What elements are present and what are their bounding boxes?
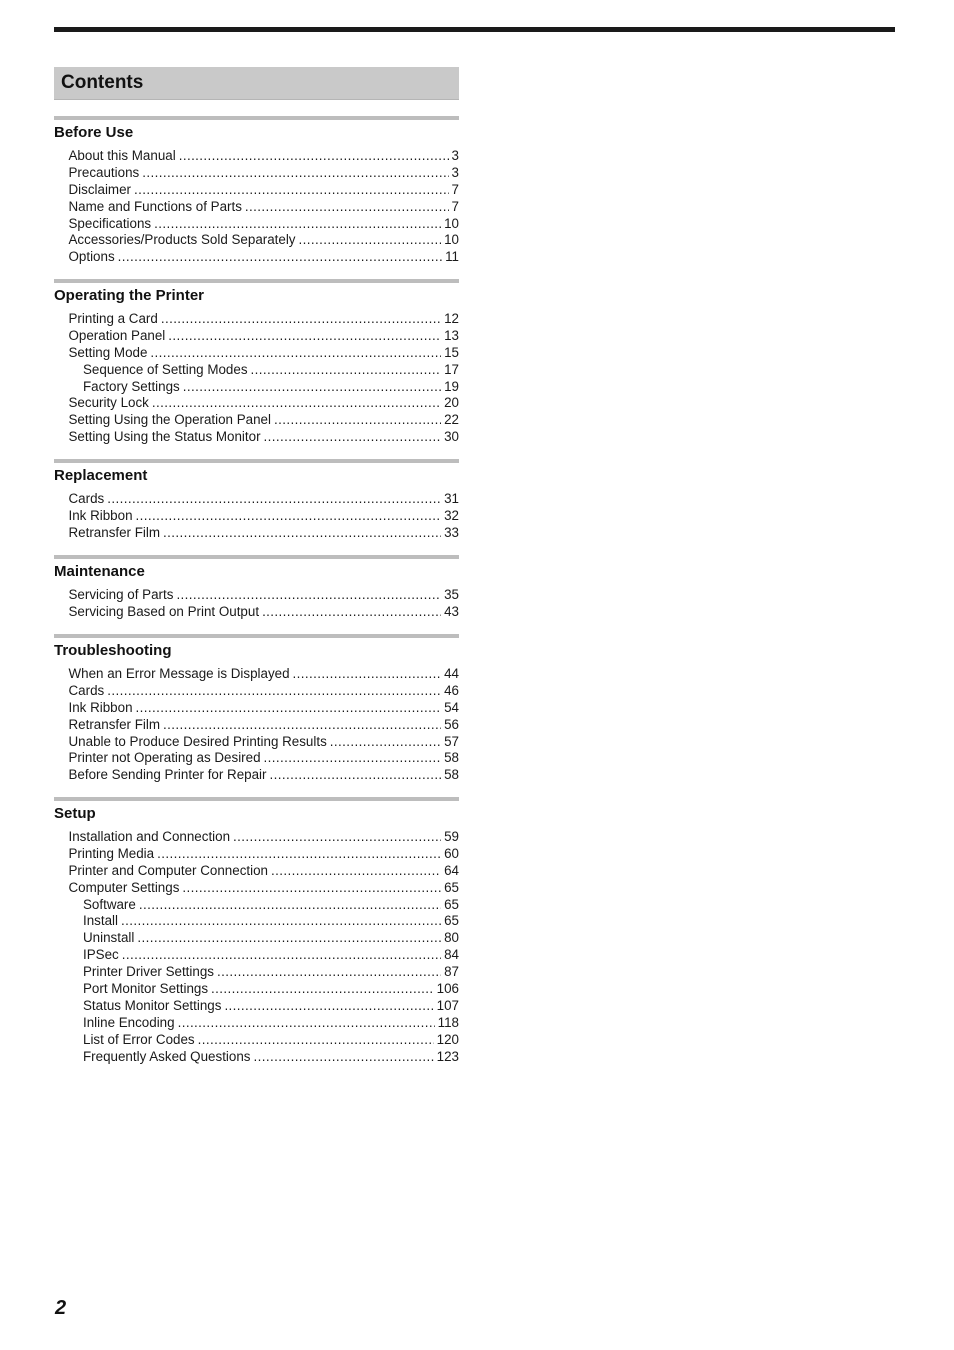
toc-entry[interactable]: [54, 249, 459, 266]
toc-entry-label: Cards: [68, 682, 105, 698]
toc-entry[interactable]: [54, 734, 459, 751]
toc-entry[interactable]: [54, 311, 459, 328]
toc-section: [54, 459, 459, 542]
toc-entry[interactable]: [54, 345, 459, 362]
section-entries: [54, 148, 459, 266]
toc-entry[interactable]: [54, 947, 459, 964]
toc-entry[interactable]: [54, 587, 459, 604]
toc-entry[interactable]: [54, 700, 459, 717]
toc-section: [54, 116, 459, 266]
toc-entry-page: 59: [444, 829, 459, 844]
toc-entry-label: Retransfer Film: [68, 716, 161, 732]
toc-entry-page: 80: [444, 930, 459, 946]
dot-leader: [330, 734, 441, 751]
section-title: Before Use: [54, 124, 134, 141]
toc-entry[interactable]: [54, 666, 459, 683]
toc-entry[interactable]: [54, 395, 459, 412]
toc-entry[interactable]: [54, 491, 459, 508]
toc-entry[interactable]: [54, 767, 459, 784]
toc-entry-page: 13: [444, 327, 459, 343]
toc-entry[interactable]: [54, 508, 459, 525]
toc-entry-page: 106: [436, 981, 459, 997]
toc-entry-label: About this Manual: [68, 148, 176, 163]
toc-entry-label: Specifications: [68, 215, 152, 231]
toc-entry[interactable]: [54, 216, 459, 233]
toc-entry-label: Sequence of Setting Modes: [83, 361, 248, 377]
dot-leader: [271, 863, 441, 880]
dot-leader: [233, 829, 441, 846]
toc-entry-page: 84: [444, 947, 459, 963]
toc-entry[interactable]: [54, 829, 459, 846]
dot-leader: [251, 362, 442, 379]
toc-entry[interactable]: [54, 429, 459, 446]
dot-leader: [139, 897, 441, 914]
toc-entry-page: 30: [444, 429, 459, 445]
toc-entry-page: 33: [444, 524, 459, 540]
toc-entry-page: 43: [444, 603, 459, 619]
toc-entry-label: Install: [83, 913, 118, 929]
dot-leader: [178, 1015, 435, 1032]
toc-entry-label: Factory Settings: [83, 378, 180, 394]
toc-entry-label: Status Monitor Settings: [83, 997, 222, 1013]
toc-entry[interactable]: [54, 981, 459, 998]
toc-entry[interactable]: [54, 964, 459, 981]
toc-entry-label: Ink Ribbon: [68, 699, 133, 715]
section-divider: [54, 555, 459, 559]
toc-entry-page: 32: [444, 507, 459, 523]
dot-leader: [264, 429, 442, 446]
toc-entry-label: Setting Using the Status Monitor: [68, 429, 261, 445]
section-entries: [54, 311, 459, 446]
section-title: Operating the Printer: [54, 287, 205, 304]
toc-entry-label: Servicing Based on Print Output: [68, 603, 260, 619]
toc-entry-page: 120: [436, 1031, 459, 1047]
dot-leader: [299, 232, 442, 249]
toc-entry-page: 31: [444, 491, 459, 506]
toc-entry-label: Servicing of Parts: [68, 587, 174, 602]
toc-entry[interactable]: [54, 328, 459, 345]
contents-header: [54, 67, 459, 100]
section-title: Troubleshooting: [54, 642, 172, 659]
toc-entry[interactable]: [54, 1032, 459, 1049]
toc-entry-page: 60: [444, 845, 459, 861]
toc-entry-page: 17: [444, 361, 459, 377]
toc-entry[interactable]: [54, 998, 459, 1015]
section-entries: [54, 491, 459, 542]
toc-entry[interactable]: [54, 750, 459, 767]
dot-leader: [211, 981, 434, 998]
toc-entry-label: Printer Driver Settings: [83, 964, 214, 980]
section-divider: [54, 797, 459, 801]
toc-entry[interactable]: [54, 379, 459, 396]
toc-entry-label: Setting Using the Operation Panel: [68, 412, 271, 428]
dot-leader: [137, 930, 441, 947]
toc-entry[interactable]: [54, 148, 459, 165]
dot-leader: [217, 964, 441, 981]
toc-entry[interactable]: [54, 232, 459, 249]
toc-entry-page: 57: [444, 733, 459, 749]
toc-entry-label: When an Error Message is Displayed: [68, 666, 290, 681]
dot-leader: [264, 750, 442, 767]
toc-entry-page: 65: [444, 913, 459, 929]
toc-entry-page: 22: [444, 412, 459, 428]
toc-entry[interactable]: [54, 165, 459, 182]
toc-entry-label: IPSec: [83, 947, 119, 963]
toc-entry-page: 64: [444, 862, 459, 878]
dot-leader: [107, 491, 441, 508]
toc-entry-label: Printer not Operating as Desired: [68, 750, 261, 766]
toc-entry[interactable]: [54, 525, 459, 542]
toc-entry-label: Computer Settings: [68, 879, 180, 895]
toc-entry-label: Printer and Computer Connection: [68, 862, 268, 878]
dot-leader: [270, 767, 442, 784]
toc-entry-page: 87: [444, 964, 459, 980]
toc-entry-label: Printing a Card: [68, 311, 158, 326]
dot-leader: [274, 412, 441, 429]
toc-entry-label: Retransfer Film: [68, 524, 161, 540]
dot-leader: [168, 328, 441, 345]
section-entries: [54, 666, 459, 784]
dot-leader: [118, 249, 442, 266]
toc-entry-page: 54: [444, 699, 459, 715]
toc-entry-page: 46: [444, 682, 459, 698]
toc-entry-page: 44: [444, 666, 459, 681]
toc-entry-page: 7: [451, 181, 459, 197]
dot-leader: [262, 604, 441, 621]
toc-entry-label: Cards: [68, 491, 105, 506]
toc-entry-label: Setting Mode: [68, 344, 148, 360]
dot-leader: [122, 947, 441, 964]
toc-section: [54, 555, 459, 621]
section-divider: [54, 279, 459, 283]
toc-entry[interactable]: [54, 897, 459, 914]
dot-leader: [136, 700, 442, 717]
toc-entry-label: Security Lock: [68, 395, 149, 411]
dot-leader: [198, 1032, 434, 1049]
dot-leader: [245, 199, 449, 216]
toc-entry-page: 10: [444, 232, 459, 248]
toc-entry-page: 58: [444, 767, 459, 783]
dot-leader: [163, 525, 441, 542]
toc-section: [54, 634, 459, 784]
toc-entry-page: 123: [436, 1048, 459, 1064]
dot-leader: [152, 395, 441, 412]
toc-entry[interactable]: [54, 182, 459, 199]
toc-entry-label: Uninstall: [83, 930, 135, 946]
toc-entry-page: 56: [444, 716, 459, 732]
toc-section: [54, 279, 459, 446]
toc-entry-label: Inline Encoding: [83, 1014, 175, 1030]
toc-entry-label: Unable to Produce Desired Printing Results: [68, 733, 327, 749]
dot-leader: [253, 1049, 433, 1066]
toc-entry[interactable]: [54, 717, 459, 734]
toc-entry[interactable]: [54, 913, 459, 930]
toc-entry-label: Ink Ribbon: [68, 507, 133, 523]
toc-entry-label: Printing Media: [68, 845, 155, 861]
toc-entry[interactable]: [54, 930, 459, 947]
dot-leader: [293, 666, 442, 683]
dot-leader: [157, 846, 441, 863]
top-rule: [54, 27, 895, 32]
dot-leader: [161, 311, 441, 328]
toc-entry[interactable]: [54, 880, 459, 897]
toc-entry-page: 65: [444, 896, 459, 912]
toc-entry-label: Options: [68, 249, 115, 265]
dot-leader: [136, 508, 442, 525]
toc-entry[interactable]: [54, 1015, 459, 1032]
dot-leader: [154, 216, 441, 233]
toc-entry-label: Accessories/Products Sold Separately: [68, 232, 296, 248]
toc-entry-page: 7: [451, 198, 459, 214]
toc-entry-page: 15: [444, 344, 459, 360]
toc-entry[interactable]: [54, 846, 459, 863]
toc-entry-page: 58: [444, 750, 459, 766]
toc-entry-page: 65: [444, 879, 459, 895]
toc-entry[interactable]: [54, 683, 459, 700]
dot-leader: [224, 998, 433, 1015]
toc-entry-page: 20: [444, 395, 459, 411]
toc-entry-page: 11: [445, 249, 459, 265]
page-title: Contents: [61, 72, 144, 93]
dot-leader: [163, 717, 441, 734]
toc-entry-page: 35: [444, 587, 459, 602]
section-title: Setup: [54, 805, 96, 822]
toc-entry[interactable]: [54, 199, 459, 216]
toc-entry-label: Port Monitor Settings: [83, 981, 209, 997]
section-entries: [54, 587, 459, 621]
dot-leader: [107, 683, 441, 700]
toc-entry-label: Frequently Asked Questions: [83, 1048, 251, 1064]
dot-leader: [121, 913, 441, 930]
toc-entry[interactable]: [54, 604, 459, 621]
toc-entry-page: 118: [437, 1014, 459, 1030]
toc-entry-label: Operation Panel: [68, 327, 166, 343]
toc-entry[interactable]: [54, 412, 459, 429]
toc-entry[interactable]: [54, 1049, 459, 1066]
toc-entry-page: 3: [451, 148, 459, 163]
toc-entry-label: Name and Functions of Parts: [68, 198, 242, 214]
toc-entry-label: Software: [83, 896, 136, 912]
toc-entry-page: 10: [444, 215, 459, 231]
toc-entry[interactable]: [54, 362, 459, 379]
dot-leader: [179, 148, 449, 165]
toc-entry-page: 12: [444, 311, 459, 326]
section-title: Replacement: [54, 467, 148, 484]
section-divider: [54, 116, 459, 120]
toc-section: [54, 797, 459, 1065]
toc-entry-page: 3: [451, 164, 459, 180]
dot-leader: [134, 182, 449, 199]
toc-entry-page: 107: [436, 997, 459, 1013]
section-divider: [54, 459, 459, 463]
section-entries: [54, 829, 459, 1065]
dot-leader: [142, 165, 448, 182]
toc-entry-label: Installation and Connection: [68, 829, 231, 844]
toc-entry[interactable]: [54, 863, 459, 880]
toc-entry-label: Precautions: [68, 164, 140, 180]
dot-leader: [183, 379, 441, 396]
section-title: Maintenance: [54, 563, 145, 580]
toc-entry-label: Before Sending Printer for Repair: [68, 767, 267, 783]
dot-leader: [176, 587, 441, 604]
section-divider: [54, 634, 459, 638]
dot-leader: [150, 345, 441, 362]
toc-entry-page: 19: [444, 378, 459, 394]
toc-entry-label: Disclaimer: [68, 181, 131, 197]
toc-entry-label: List of Error Codes: [83, 1031, 195, 1047]
dot-leader: [182, 880, 441, 897]
page-number: 2: [55, 1297, 67, 1319]
